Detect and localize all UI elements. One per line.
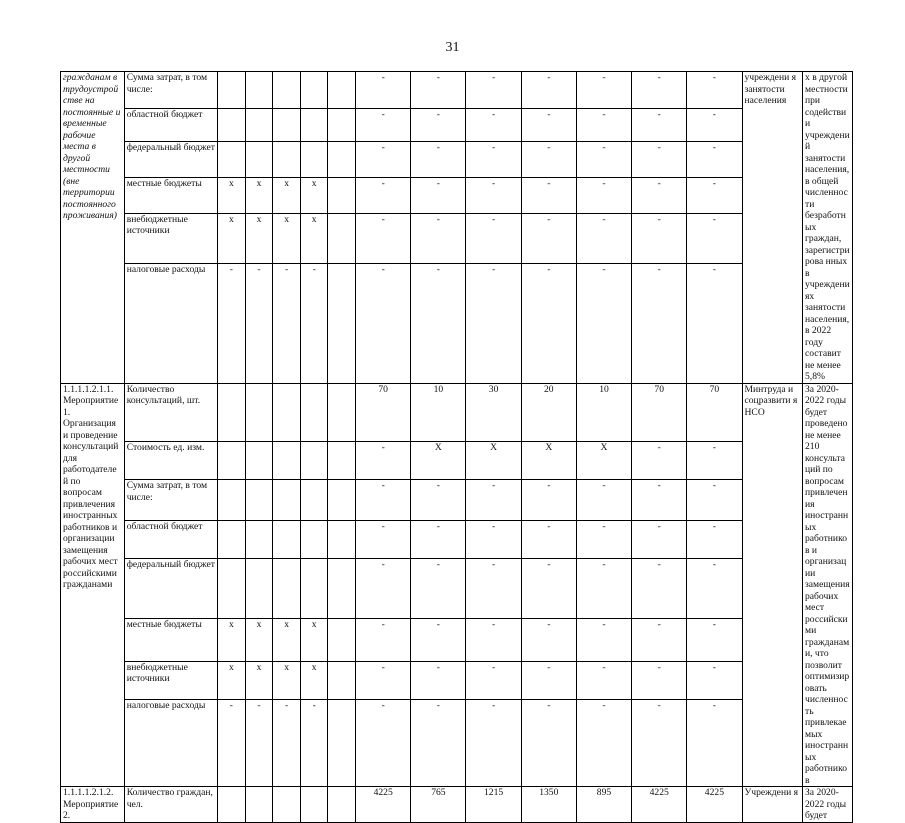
value-cell: - — [521, 521, 576, 559]
code-cell — [273, 109, 301, 142]
table-row — [61, 619, 853, 662]
value-cell: - — [356, 661, 411, 699]
value-cell: - — [632, 72, 687, 109]
value-cell: - — [576, 699, 631, 786]
expected-result: За 2020-2022 годы будет проведено не менее 210 консультаций по вопросам привлечения иностранных работников и организации замещения рабочих мест российскими гражданами, что позволит оптимизировать численность привлекаемых иностранных работников — [803, 383, 853, 787]
activity-title: 1.1.1.1.2.1.1. Мероприятие 1. Организация и проведение консультаций для работодателей по вопросам привлечения иностранных работников и организации замещения рабочих мест российскими гражданами — [61, 383, 125, 787]
code-cell: х — [218, 178, 246, 214]
code-cell — [300, 480, 328, 521]
code-cell — [245, 383, 273, 442]
value-cell: 4225 — [687, 787, 742, 823]
value-cell: - — [411, 72, 466, 109]
value-cell: 4225 — [356, 787, 411, 823]
value-cell: Х — [466, 442, 521, 480]
table-row — [61, 480, 853, 521]
code-cell: х — [300, 178, 328, 214]
value-cell: - — [356, 263, 411, 383]
value-cell: - — [466, 142, 521, 178]
value-cell: - — [687, 619, 742, 662]
value-cell: - — [466, 661, 521, 699]
page-number: 31 — [445, 40, 460, 55]
value-cell: - — [521, 72, 576, 109]
empty-cell — [328, 72, 356, 109]
code-cell: х — [245, 619, 273, 662]
value-cell: - — [411, 480, 466, 521]
code-cell — [245, 559, 273, 619]
value-cell: - — [576, 521, 631, 559]
value-cell: - — [356, 442, 411, 480]
code-cell — [218, 559, 246, 619]
value-cell: - — [632, 559, 687, 619]
code-cell: х — [245, 661, 273, 699]
value-cell: - — [521, 178, 576, 214]
code-cell — [300, 383, 328, 442]
indicator-name: внебюджетные источники — [124, 213, 217, 263]
value-cell: - — [411, 661, 466, 699]
program-table — [60, 71, 853, 823]
code-cell — [300, 72, 328, 109]
value-cell: Х — [411, 442, 466, 480]
value-cell: - — [411, 619, 466, 662]
code-cell — [273, 383, 301, 442]
code-cell — [273, 142, 301, 178]
empty-cell — [328, 480, 356, 521]
value-cell: - — [687, 442, 742, 480]
code-cell: х — [300, 661, 328, 699]
code-cell: х — [300, 619, 328, 662]
value-cell: - — [632, 142, 687, 178]
value-cell: - — [356, 699, 411, 786]
indicator-name: местные бюджеты — [124, 619, 217, 662]
value-cell: - — [411, 213, 466, 263]
code-cell — [218, 109, 246, 142]
value-cell: - — [411, 521, 466, 559]
code-cell: - — [245, 699, 273, 786]
value-cell: - — [632, 699, 687, 786]
value-cell: - — [411, 263, 466, 383]
code-cell: - — [218, 699, 246, 786]
value-cell: - — [466, 521, 521, 559]
code-cell — [300, 787, 328, 823]
empty-cell — [328, 787, 356, 823]
table-row — [61, 787, 853, 823]
table-row — [61, 521, 853, 559]
value-cell: - — [356, 521, 411, 559]
code-cell — [218, 787, 246, 823]
empty-cell — [328, 559, 356, 619]
code-cell — [300, 521, 328, 559]
code-cell — [273, 442, 301, 480]
code-cell: - — [273, 699, 301, 786]
value-cell: - — [576, 480, 631, 521]
value-cell: - — [411, 178, 466, 214]
value-cell: 895 — [576, 787, 631, 823]
code-cell — [245, 480, 273, 521]
value-cell: - — [466, 559, 521, 619]
value-cell: - — [521, 699, 576, 786]
value-cell: Х — [576, 442, 631, 480]
indicator-name: налоговые расходы — [124, 699, 217, 786]
table-row — [61, 178, 853, 214]
empty-cell — [328, 142, 356, 178]
code-cell — [273, 521, 301, 559]
code-cell: х — [218, 619, 246, 662]
code-cell: - — [300, 263, 328, 383]
indicator-name: областной бюджет — [124, 521, 217, 559]
code-cell — [245, 521, 273, 559]
value-cell: - — [411, 109, 466, 142]
code-cell — [245, 442, 273, 480]
value-cell: 10 — [576, 383, 631, 442]
value-cell: - — [687, 559, 742, 619]
value-cell: - — [576, 72, 631, 109]
value-cell: 30 — [466, 383, 521, 442]
value-cell: - — [356, 142, 411, 178]
value-cell: - — [687, 213, 742, 263]
empty-cell — [328, 213, 356, 263]
value-cell: - — [411, 142, 466, 178]
table-row — [61, 442, 853, 480]
indicator-name: местные бюджеты — [124, 178, 217, 214]
code-cell — [218, 383, 246, 442]
value-cell: - — [687, 661, 742, 699]
code-cell — [218, 521, 246, 559]
code-cell: - — [218, 263, 246, 383]
indicator-name: Количество граждан, чел. — [124, 787, 217, 823]
executor: учреждени я занятости населения — [742, 72, 803, 384]
code-cell: х — [273, 661, 301, 699]
code-cell: х — [245, 178, 273, 214]
code-cell: х — [273, 619, 301, 662]
indicator-name: Стоимость ед. изм. — [124, 442, 217, 480]
code-cell — [300, 109, 328, 142]
value-cell: - — [521, 142, 576, 178]
value-cell: - — [632, 442, 687, 480]
value-cell: - — [521, 109, 576, 142]
value-cell: - — [521, 619, 576, 662]
empty-cell — [328, 178, 356, 214]
value-cell: - — [356, 559, 411, 619]
value-cell: - — [466, 263, 521, 383]
executor: Минтруда и соцразвити я НСО — [742, 383, 803, 787]
value-cell: - — [576, 109, 631, 142]
indicator-name: областной бюджет — [124, 109, 217, 142]
value-cell: - — [411, 559, 466, 619]
value-cell: 765 — [411, 787, 466, 823]
value-cell: - — [632, 480, 687, 521]
table-row — [61, 383, 853, 442]
code-cell: х — [245, 213, 273, 263]
code-cell — [273, 787, 301, 823]
value-cell: 70 — [632, 383, 687, 442]
expected-result: За 2020-2022 годы будет — [803, 787, 853, 823]
value-cell: - — [521, 213, 576, 263]
value-cell: - — [411, 699, 466, 786]
code-cell — [245, 109, 273, 142]
code-cell — [218, 442, 246, 480]
executor: Учреждени я — [742, 787, 803, 823]
activity-title: 1.1.1.1.2.1.2. Мероприятие 2. — [61, 787, 125, 823]
code-cell — [300, 442, 328, 480]
table-row — [61, 263, 853, 383]
value-cell: - — [632, 109, 687, 142]
code-cell: - — [273, 263, 301, 383]
value-cell: - — [576, 213, 631, 263]
code-cell — [218, 480, 246, 521]
table-row — [61, 559, 853, 619]
value-cell: - — [632, 263, 687, 383]
code-cell — [300, 559, 328, 619]
value-cell: 1215 — [466, 787, 521, 823]
code-cell — [245, 787, 273, 823]
value-cell: - — [521, 480, 576, 521]
empty-cell — [328, 383, 356, 442]
value-cell: - — [632, 521, 687, 559]
empty-cell — [328, 661, 356, 699]
value-cell: - — [356, 109, 411, 142]
indicator-name: налоговые расходы — [124, 263, 217, 383]
value-cell: - — [687, 480, 742, 521]
empty-cell — [328, 263, 356, 383]
value-cell: - — [632, 213, 687, 263]
value-cell: - — [687, 521, 742, 559]
indicator-name: внебюджетные источники — [124, 661, 217, 699]
value-cell: - — [356, 178, 411, 214]
value-cell: - — [687, 178, 742, 214]
table-row — [61, 109, 853, 142]
value-cell: 10 — [411, 383, 466, 442]
value-cell: 70 — [356, 383, 411, 442]
table-row — [61, 72, 853, 109]
value-cell: - — [466, 480, 521, 521]
indicator-name: Сумма затрат, в том числе: — [124, 480, 217, 521]
table-row — [61, 661, 853, 699]
code-cell: - — [245, 263, 273, 383]
empty-cell — [328, 521, 356, 559]
value-cell: - — [576, 178, 631, 214]
empty-cell — [328, 619, 356, 662]
table-row — [61, 213, 853, 263]
indicator-name: федеральный бюджет — [124, 559, 217, 619]
activity-title: гражданам в трудоустройстве на постоянные и временные рабочие места в другой местности (вне территории постоянного проживания) — [61, 72, 125, 384]
value-cell: - — [356, 72, 411, 109]
code-cell — [218, 142, 246, 178]
code-cell — [300, 142, 328, 178]
empty-cell — [328, 109, 356, 142]
code-cell — [245, 72, 273, 109]
value-cell: 4225 — [632, 787, 687, 823]
value-cell: - — [466, 109, 521, 142]
value-cell: - — [521, 559, 576, 619]
value-cell: - — [356, 619, 411, 662]
code-cell: х — [218, 213, 246, 263]
value-cell: - — [632, 178, 687, 214]
value-cell: - — [632, 619, 687, 662]
value-cell: - — [466, 619, 521, 662]
code-cell: х — [273, 213, 301, 263]
value-cell: - — [466, 178, 521, 214]
empty-cell — [328, 442, 356, 480]
table-row — [61, 142, 853, 178]
indicator-name: Количество консультаций, шт. — [124, 383, 217, 442]
code-cell — [245, 142, 273, 178]
value-cell: Х — [521, 442, 576, 480]
value-cell: - — [521, 661, 576, 699]
code-cell: х — [273, 178, 301, 214]
value-cell: - — [687, 142, 742, 178]
value-cell: - — [576, 263, 631, 383]
value-cell: - — [687, 699, 742, 786]
indicator-name: Сумма затрат, в том числе: — [124, 72, 217, 109]
value-cell: - — [687, 263, 742, 383]
value-cell: - — [356, 480, 411, 521]
value-cell: - — [521, 263, 576, 383]
code-cell: х — [218, 661, 246, 699]
value-cell: - — [466, 213, 521, 263]
value-cell: - — [687, 72, 742, 109]
code-cell — [218, 72, 246, 109]
code-cell — [273, 480, 301, 521]
code-cell — [273, 559, 301, 619]
value-cell: 20 — [521, 383, 576, 442]
code-cell: - — [300, 699, 328, 786]
empty-cell — [328, 699, 356, 786]
value-cell: 70 — [687, 383, 742, 442]
value-cell: - — [576, 142, 631, 178]
code-cell — [273, 72, 301, 109]
value-cell: - — [687, 109, 742, 142]
table-row — [61, 699, 853, 786]
value-cell: - — [356, 213, 411, 263]
value-cell: - — [576, 559, 631, 619]
value-cell: - — [466, 72, 521, 109]
value-cell: - — [576, 619, 631, 662]
value-cell: - — [576, 661, 631, 699]
code-cell: х — [300, 213, 328, 263]
expected-result: х в другой местности при содействии учреждений занятости населения, в общей численности безработных граждан, зарегистрирова нных в учреждениях занятости населения, в 2022 году составит не менее 5,8% — [803, 72, 853, 384]
indicator-name: федеральный бюджет — [124, 142, 217, 178]
value-cell: - — [466, 699, 521, 786]
value-cell: 1350 — [521, 787, 576, 823]
value-cell: - — [632, 661, 687, 699]
